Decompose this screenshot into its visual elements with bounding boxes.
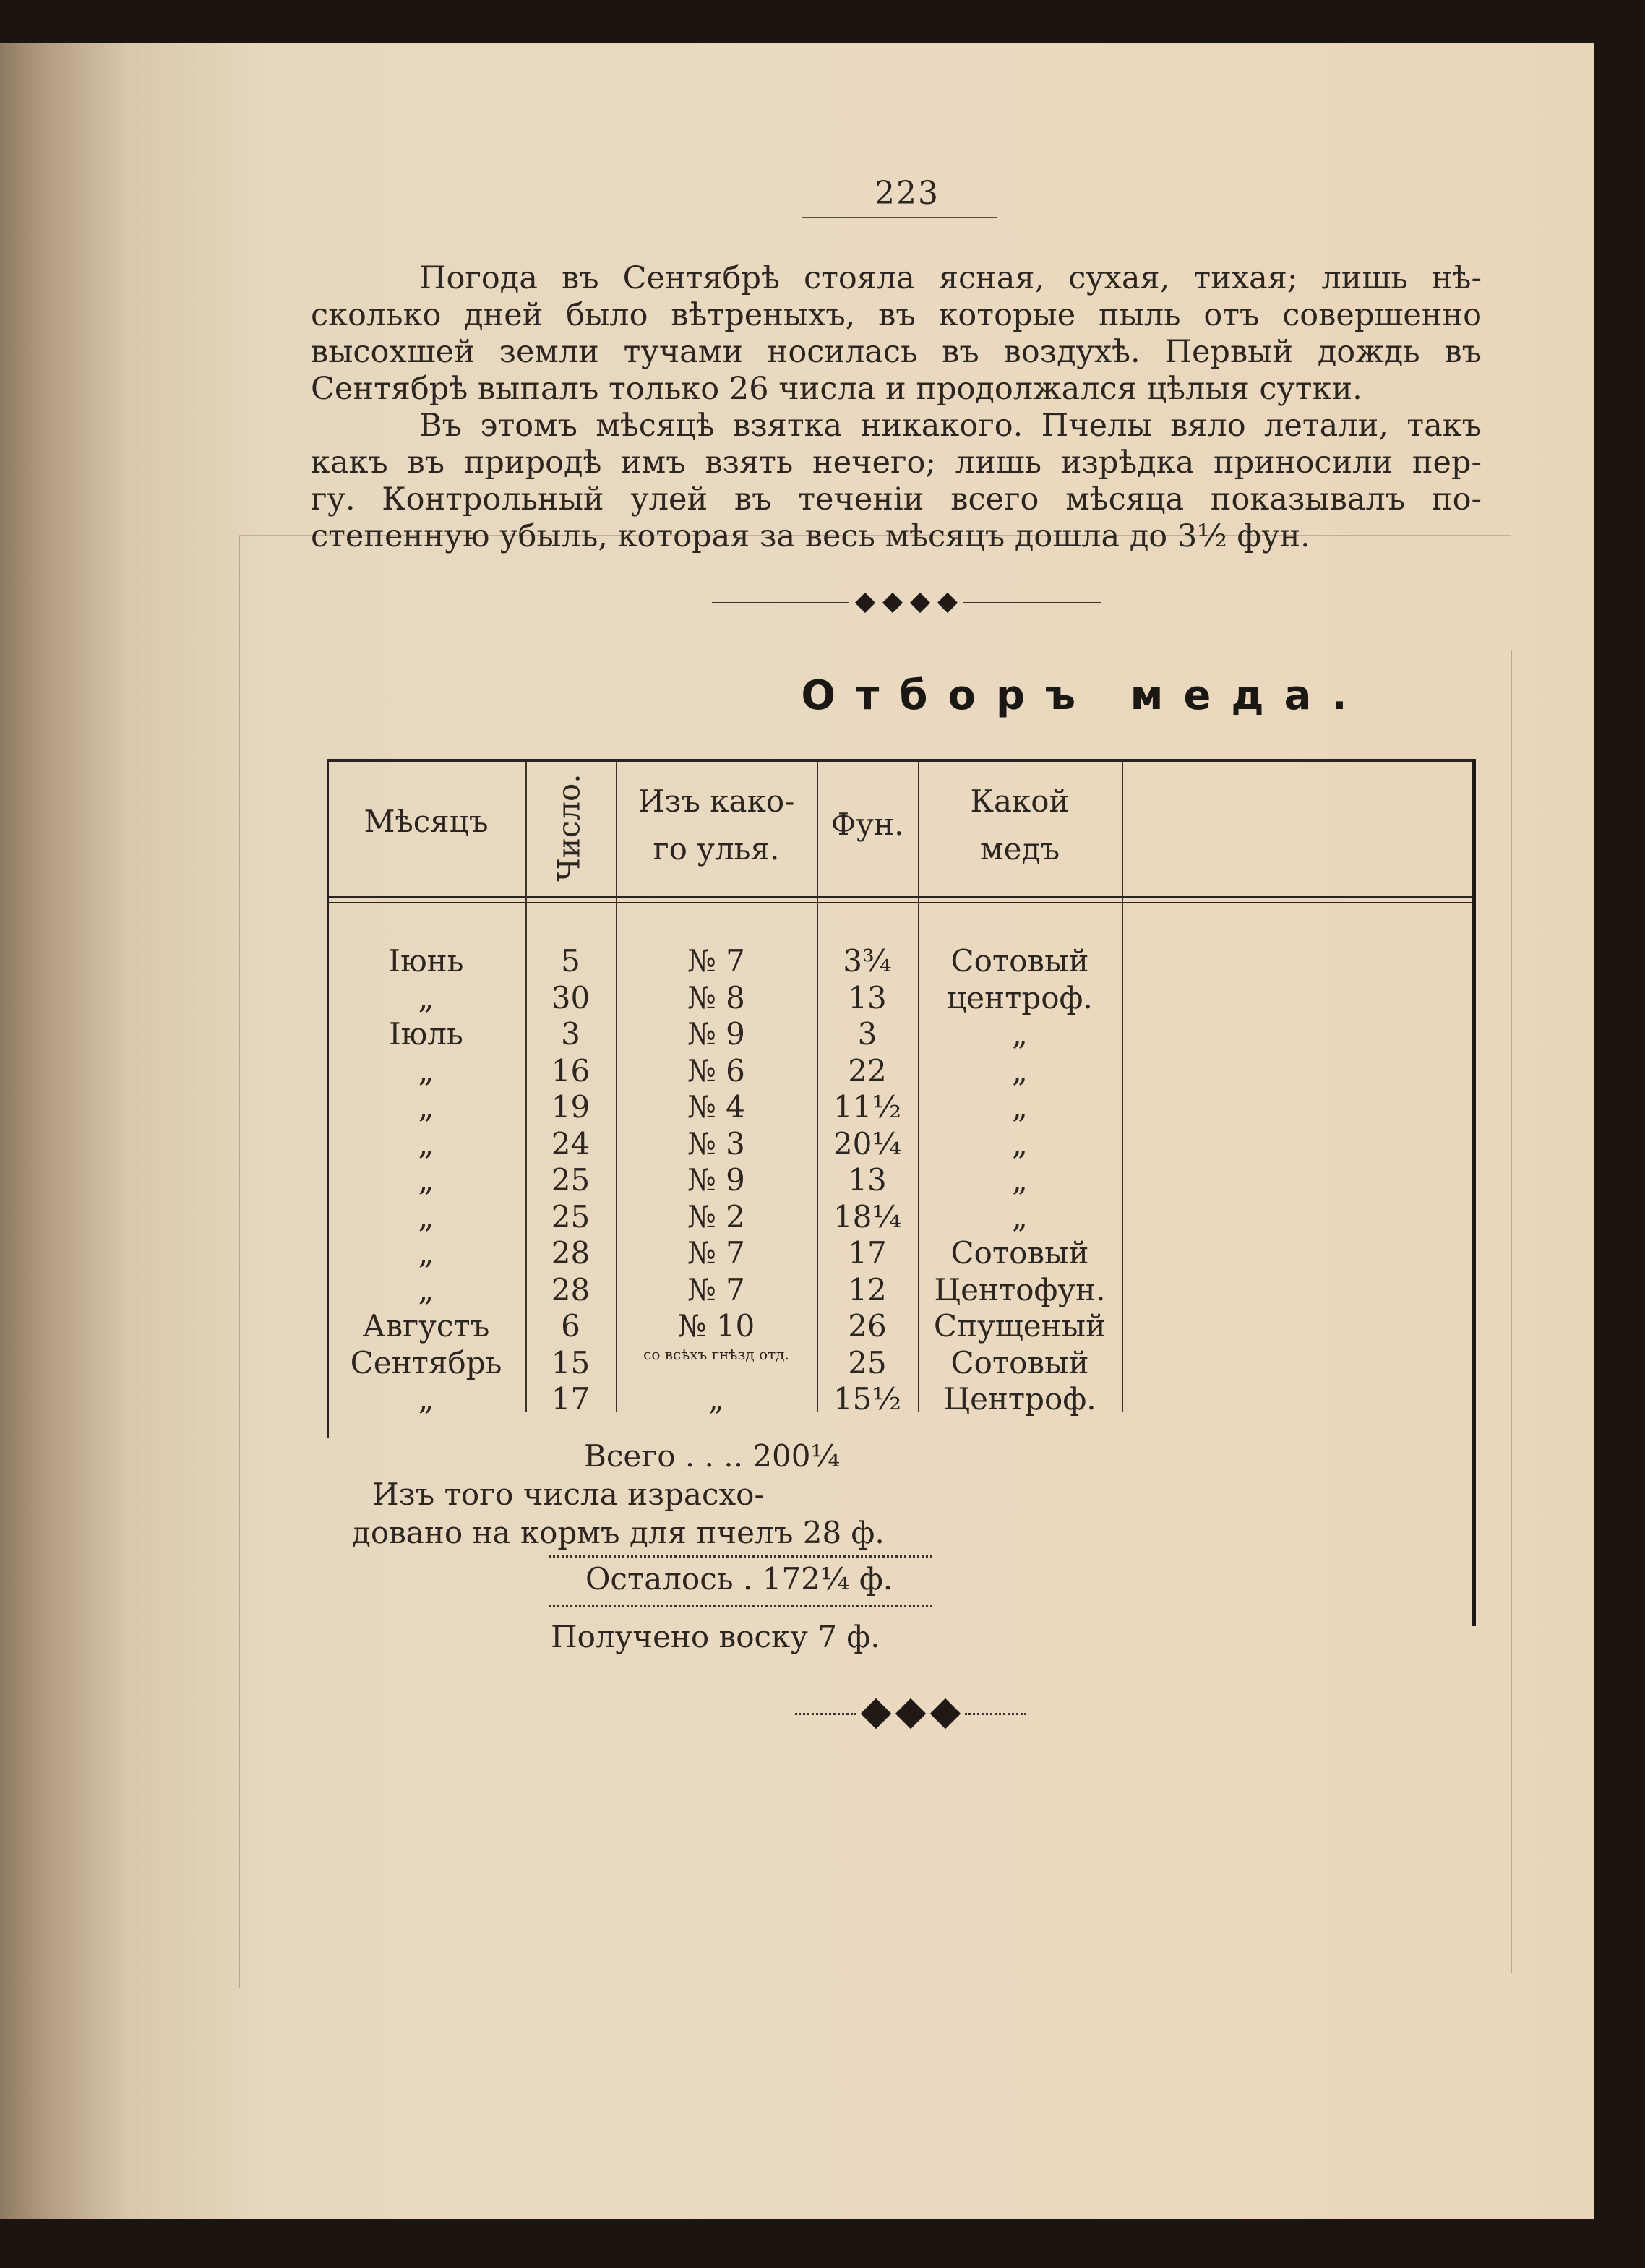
- honey-harvest-table: [327, 759, 1476, 1438]
- table-cell-weight: 25: [848, 1344, 887, 1380]
- table-cell-day: 3: [561, 1016, 580, 1052]
- table-cell-hive: № 3: [687, 1125, 745, 1161]
- summary-wax: Получено воску 7 ф.: [551, 1619, 880, 1654]
- table-cell-month: „: [418, 1125, 434, 1161]
- table-cell-weight: 13: [848, 1162, 887, 1198]
- table-cell-month: „: [418, 1271, 434, 1307]
- table-cell-month: Іюль: [389, 1016, 463, 1052]
- paragraph-line: Погода въ Сентябрѣ стояла ясная, сухая, тихая; лишь нѣ-: [419, 260, 1482, 296]
- table-cell-month: „: [418, 1381, 434, 1417]
- table-cell-kind: Сотовый: [950, 943, 1089, 979]
- table-cell-day: 17: [551, 1381, 590, 1417]
- header-kind-2: медъ: [979, 831, 1060, 867]
- table-cell-month: Августъ: [362, 1308, 490, 1344]
- table-cell-hive: № 6: [687, 1052, 745, 1088]
- table-cell-day: 24: [551, 1125, 590, 1161]
- table-cell-kind: „: [1012, 1125, 1028, 1161]
- summary-dotted-rule: [549, 1555, 932, 1558]
- table-cell-kind: центроф.: [947, 979, 1093, 1015]
- paragraph-honey-flow: [311, 408, 1482, 555]
- table-cell-weight: 11½: [833, 1089, 902, 1125]
- table-cell-kind: „: [1012, 1198, 1028, 1234]
- table-cell-kind: Центроф.: [943, 1381, 1096, 1417]
- paragraph-line: Сентябрѣ выпалъ только 26 числа и продолжался цѣлыя сутки.: [311, 371, 1362, 407]
- table-cell-day: 16: [551, 1052, 590, 1088]
- table-cell-weight: 12: [848, 1271, 887, 1307]
- paragraph-line: степенную убыль, которая за весь мѣсяцъ дошла до 3½ фун.: [311, 518, 1310, 554]
- summary-spent-2: довано на кормъ для пчелъ 28 ф.: [352, 1515, 885, 1550]
- paragraph-line: Въ этомъ мѣсяцѣ взятка никакого. Пчелы вяло летали, такъ: [419, 408, 1482, 444]
- table-cell-day: 25: [551, 1162, 590, 1198]
- table-cell-weight: 20¼: [833, 1125, 902, 1161]
- table-cell-kind: Сотовый: [950, 1344, 1089, 1380]
- table-cell-month: „: [418, 1162, 434, 1198]
- table-cell-day: 25: [551, 1198, 590, 1234]
- table-cell-day: 6: [561, 1308, 580, 1344]
- table-cell-hive: № 8: [687, 979, 745, 1015]
- table-cell-month: „: [418, 1089, 434, 1125]
- header-hive-1: Изъ како-: [637, 783, 795, 819]
- table-cell-kind: Сотовый: [950, 1235, 1089, 1271]
- end-ornament: [795, 1703, 1026, 1724]
- table-cell-weight: 18¼: [833, 1198, 902, 1234]
- page-border-left: [239, 535, 240, 1988]
- page-border-right: [1511, 650, 1512, 1973]
- table-cell-hive: № 10: [677, 1308, 755, 1344]
- table-cell-weight: 3¾: [843, 943, 892, 979]
- table-cell-month: „: [418, 979, 434, 1015]
- table-cell-day: 5: [561, 943, 580, 979]
- divider-ornament: [712, 596, 1101, 610]
- paragraph-line: какъ въ природѣ имъ взять нечего; лишь изрѣдка приносили пер-: [311, 444, 1482, 481]
- paragraph-weather: [311, 260, 1482, 408]
- table-cell-weight: 15½: [833, 1381, 902, 1417]
- table-cell-kind: „: [1012, 1089, 1028, 1125]
- table-cell-kind: „: [1012, 1162, 1028, 1198]
- table-cell-day: 28: [551, 1271, 590, 1307]
- table-cell-hive: № 7: [687, 1235, 745, 1271]
- table-cell-weight: 3: [857, 1016, 877, 1052]
- page-number-rule: [802, 217, 997, 218]
- table-cell-day: 15: [551, 1344, 590, 1380]
- table-cell-weight: 13: [848, 979, 887, 1015]
- header-day: Число.: [551, 773, 588, 882]
- table-cell-kind: „: [1012, 1052, 1028, 1088]
- table-cell-kind: Спущеный: [933, 1308, 1107, 1344]
- table-cell-month: Іюнь: [388, 943, 464, 979]
- header-weight: Фун.: [830, 807, 904, 842]
- diamond-ornament-icon: [910, 593, 930, 613]
- header-month: Мѣсяцъ: [364, 804, 489, 839]
- summary-dotted-rule: [549, 1605, 932, 1607]
- diamond-ornament-icon: [937, 593, 958, 613]
- diamond-ornament-icon: [895, 1698, 926, 1729]
- table-cell-weight: 17: [848, 1235, 887, 1271]
- table-cell-weight: 22: [848, 1052, 887, 1088]
- table-cell-hive: со всѣхъ гнѣзд отд.: [643, 1345, 789, 1363]
- table-cell-kind: Центофун.: [934, 1271, 1106, 1307]
- book-page: [0, 43, 1594, 2219]
- table-cell-hive: № 9: [687, 1016, 745, 1052]
- table-cell-weight: 26: [848, 1308, 887, 1344]
- summary-spent-1: Изъ того числа израсхо-: [372, 1477, 765, 1512]
- table-cell-day: 19: [551, 1089, 590, 1125]
- table-cell-hive: № 7: [687, 943, 745, 979]
- header-hive-2: го улья.: [653, 831, 780, 867]
- table-cell-month: „: [418, 1198, 434, 1234]
- diamond-ornament-icon: [855, 593, 875, 613]
- diamond-ornament-icon: [861, 1698, 891, 1729]
- table-cell-month: „: [418, 1052, 434, 1088]
- table-cell-day: 30: [551, 979, 590, 1015]
- section-title: Отборъ меда.: [801, 672, 1367, 719]
- diamond-ornament-icon: [882, 593, 903, 613]
- table-cell-day: 28: [551, 1235, 590, 1271]
- paragraph-line: сколько дней было вѣтреныхъ, въ которые пыль отъ совершенно: [311, 297, 1482, 333]
- paragraph-line: гу. Контрольный улей въ теченіи всего мѣсяца показывалъ по-: [311, 481, 1482, 517]
- table-cell-hive: № 4: [687, 1089, 745, 1125]
- table-cell-month: „: [418, 1235, 434, 1271]
- table-cell-kind: „: [1012, 1016, 1028, 1052]
- table-cell-hive: № 7: [687, 1271, 745, 1307]
- summary-remaining: Осталось . 172¼ ф.: [585, 1561, 893, 1597]
- table-cell-month: Сентябрь: [350, 1344, 502, 1380]
- table-cell-hive: № 9: [687, 1162, 745, 1198]
- table-cell-hive: № 2: [687, 1198, 745, 1234]
- page-number: 223: [875, 175, 940, 212]
- summary-total: Всего . . .. 200¼: [584, 1438, 841, 1474]
- diamond-ornament-icon: [930, 1698, 961, 1729]
- header-kind-1: Какой: [970, 783, 1070, 819]
- table-cell-hive: „: [708, 1381, 724, 1417]
- paragraph-line: высохшей земли тучами носилась въ воздухѣ. Первый дождь въ: [311, 334, 1482, 370]
